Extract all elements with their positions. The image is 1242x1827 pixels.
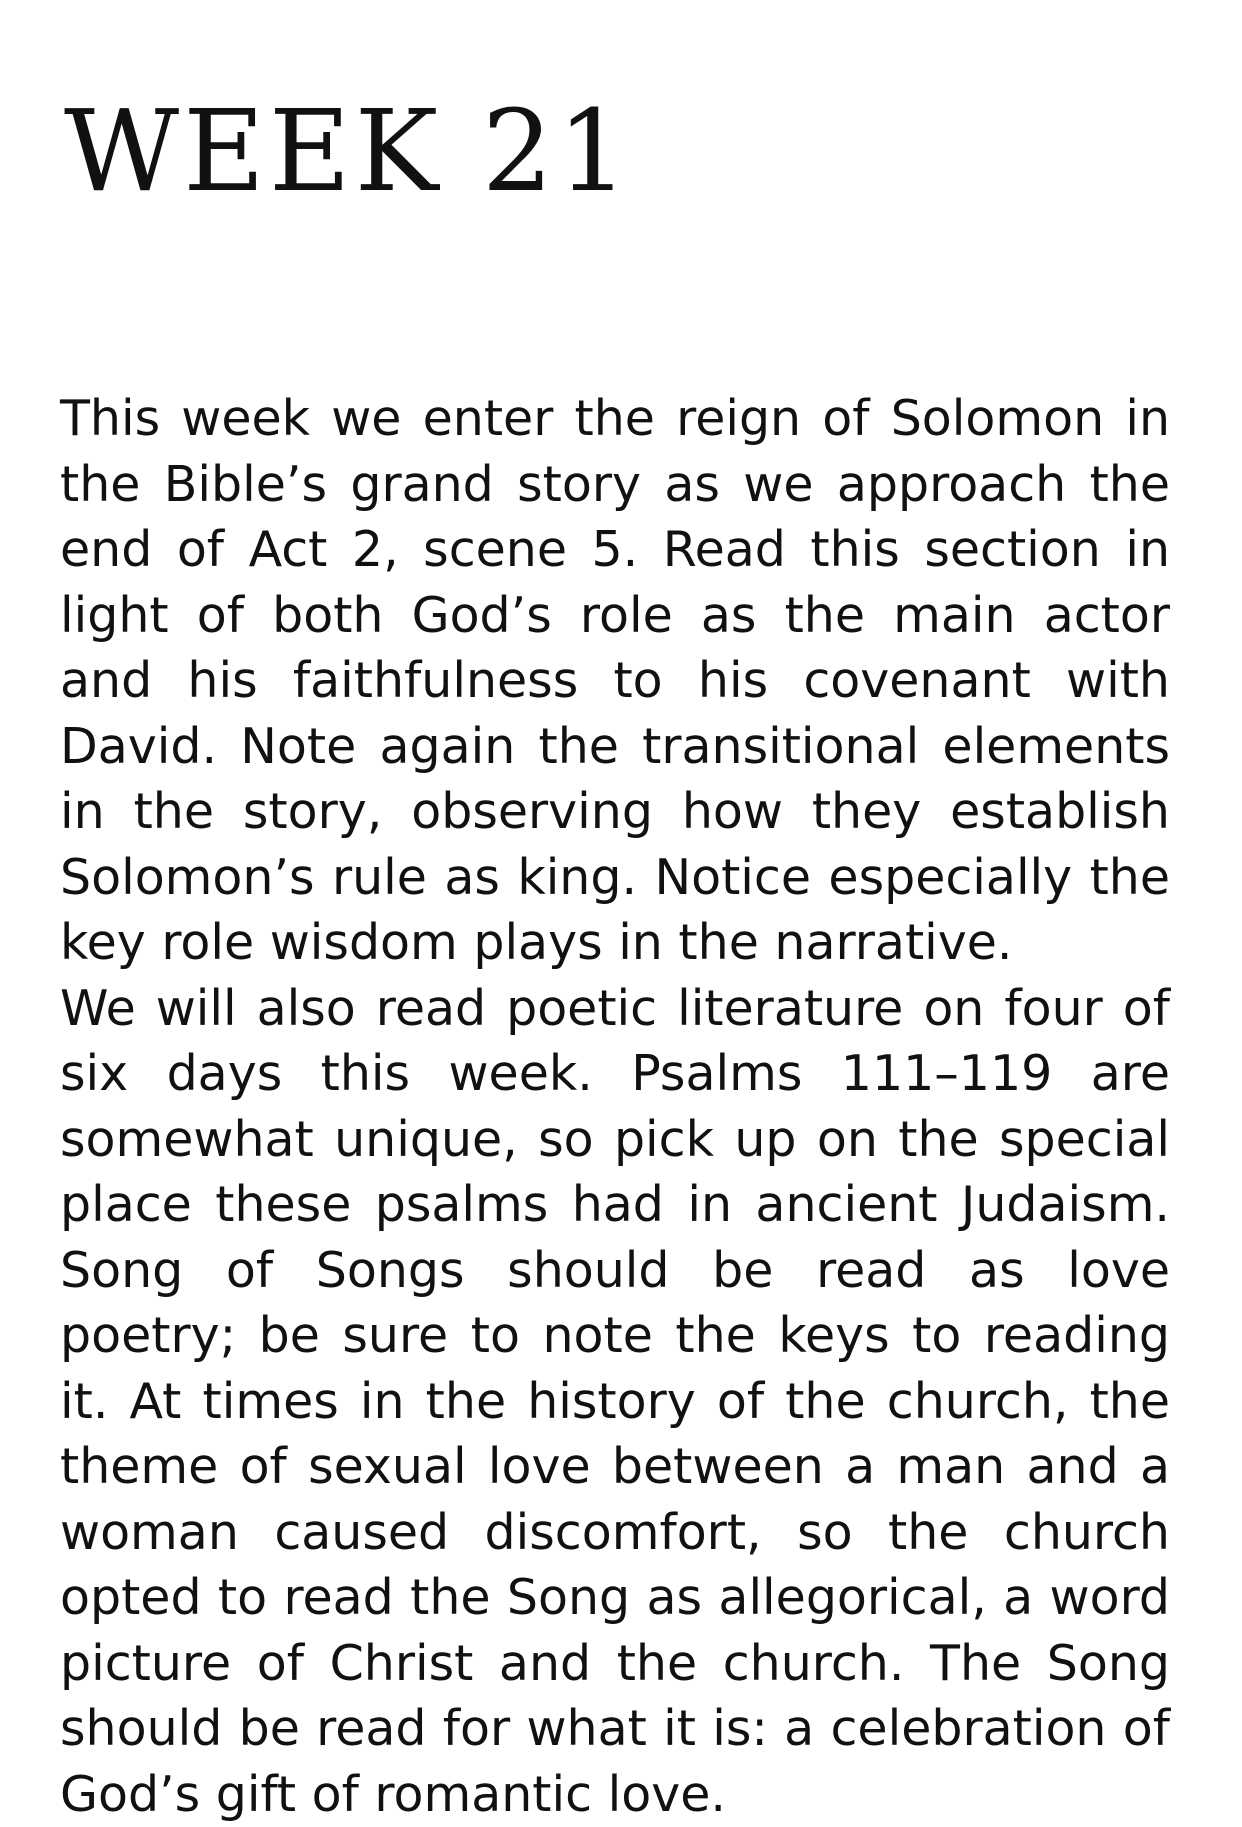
paragraph-poetry: We will also read poetic literature on four of six days this week. Psalms 111–119 are somewhat unique, so pick up on the special place these psalms had in ancient Judaism. Song of Songs should be read as love poetry; be sure to note the keys to reading it. At times in the history of the church, the theme of sexual love between a man and a woman caused discomfort, so the church opted to read the Song as allegorical, a word picture of Christ and the church. The Song should be read for what it is: a celebration of God’s gift of romantic love. xyxy=(60,976,1170,1827)
chapter-title: WEEK 21 xyxy=(64,92,632,212)
body-text xyxy=(60,386,1170,1827)
paragraph-intro: This week we enter the reign of Solomon in the Bible’s grand story as we approach the end of Act 2, scene 5. Read this section in light of both God’s role as the main actor and his faithfulness to his covenant with David. Note again the transitional elements in the story, observing how they establish Solomon’s rule as king. Notice especially the key role wisdom plays in the narrative. xyxy=(60,386,1170,976)
